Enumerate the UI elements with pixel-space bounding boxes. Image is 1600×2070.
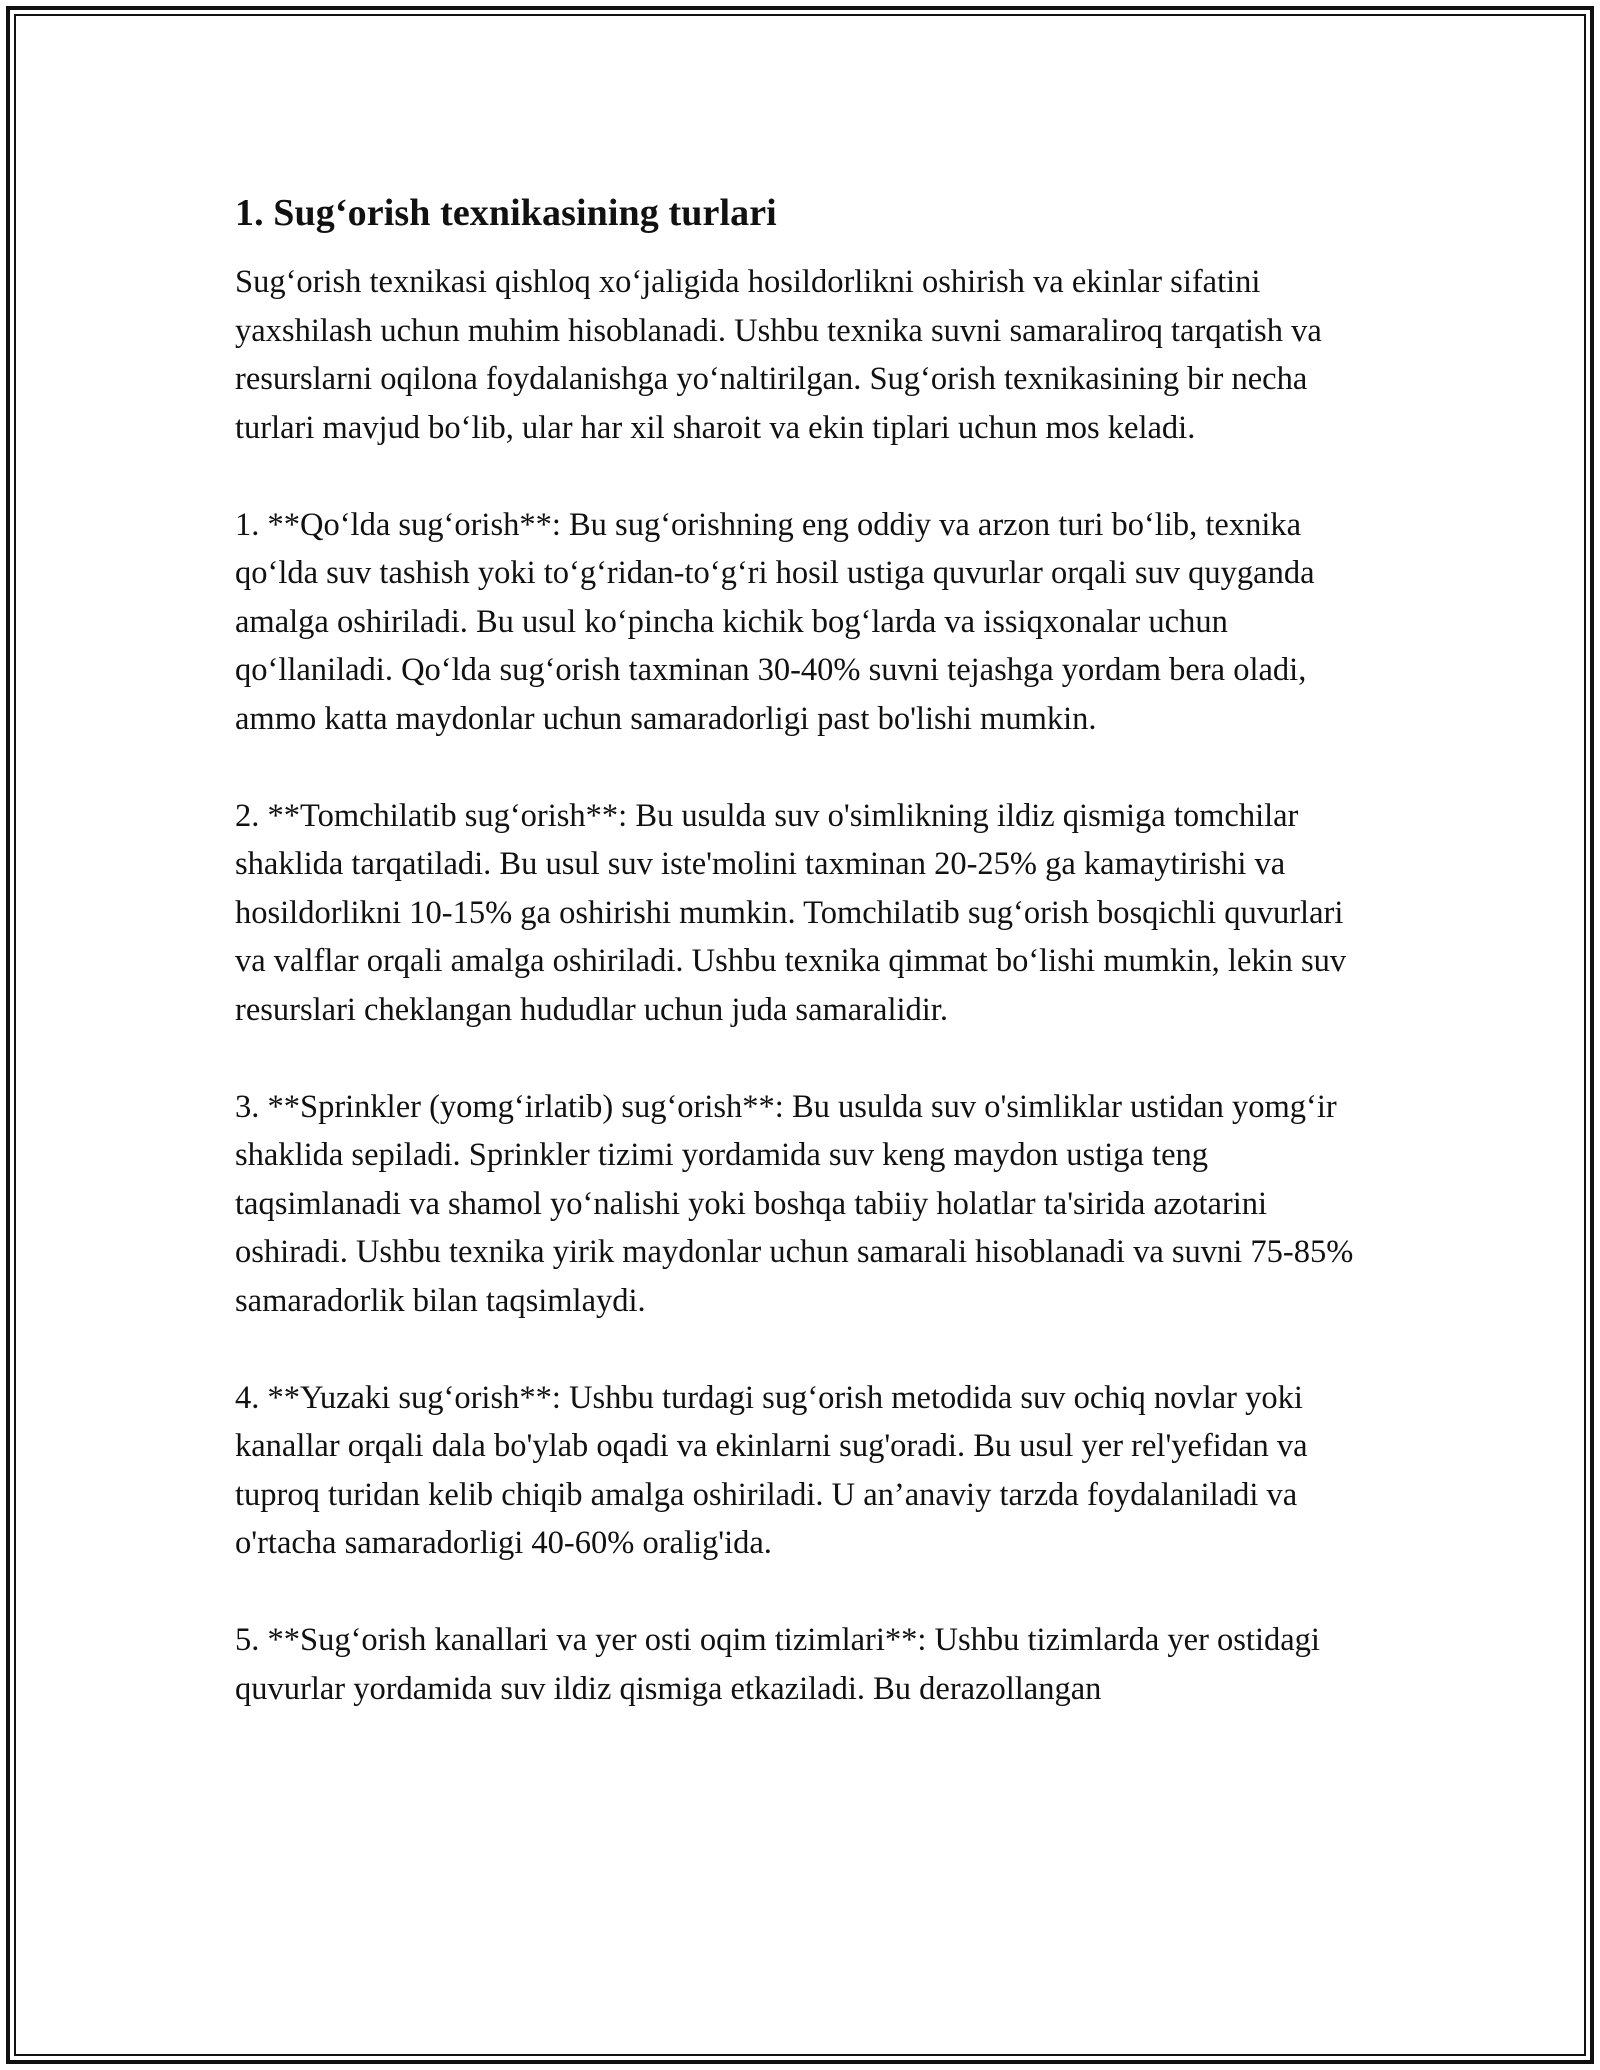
section-title: 1. Sug‘orish texnikasining turlari	[235, 192, 777, 234]
list-item-drip-irrigation: 2. **Tomchilatib sug‘orish**: Bu usulda suv o'simlikning ildiz qismiga tomchilar shaklida tarqatiladi. Bu usul suv iste'molini taxminan 20-25% ga kamaytirishi va hosildorlikni 10-15% ga oshirishi mumkin. Tomchilatib sug‘orish bosqichli quvurlari va valflar orqali amalga oshiriladi. Ushbu texnika qimmat bo‘lishi mumkin, lekin suv resurslari cheklangan hududlar uchun juda samaralidir.	[235, 797, 1347, 1028]
document-body	[235, 188, 1375, 1713]
list-item-canal-subsurface-irrigation: 5. **Sug‘orish kanallari va yer osti oqim tizimlari**: Ushbu tizimlarda yer ostidagi quvurlar yordamida suv ildiz qismiga etkaziladi. Bu derazollangan	[235, 1622, 1320, 1707]
list-item-sprinkler-irrigation: 3. **Sprinkler (yomg‘irlatib) sug‘orish**: Bu usulda suv o'simliklar ustidan yomg‘ir shaklida sepiladi. Sprinkler tizimi yordamida suv keng maydon ustiga teng taqsimlanadi va shamol yo‘nalishi yoki boshqa tabiiy holatlar ta'sirida azotarini oshiradi. Ushbu texnika yirik maydonlar uchun samarali hisoblanadi va suvni 75-85% samaradorlik bilan taqsimlaydi.	[235, 1088, 1354, 1319]
list-item-surface-irrigation: 4. **Yuzaki sug‘orish**: Ushbu turdagi sug‘orish metodida suv ochiq novlar yoki kanallar orqali dala bo'ylab oqadi va ekinlarni sug'oradi. Bu usul yer rel'yefidan va tuproq turidan kelib chiqib amalga oshiriladi. U an’anaviy tarzda foydalaniladi va o'rtacha samaradorligi 40-60% oralig'ida.	[235, 1379, 1308, 1561]
list-item-manual-irrigation: 1. **Qo‘lda sug‘orish**: Bu sug‘orishning eng oddiy va arzon turi bo‘lib, texnika qo‘lda suv tashish yoki to‘g‘ridan-to‘g‘ri hosil ustiga quvurlar orqali suv quyganda amalga oshiriladi. Bu usul ko‘pincha kichik bog‘larda va issiqxonalar uchun qo‘llaniladi. Qo‘lda sug‘orish taxminan 30-40% suvni tejashga yordam bera oladi, ammo katta maydonlar uchun samaradorligi past bo'lishi mumkin.	[235, 506, 1315, 737]
intro-paragraph: Sug‘orish texnikasi qishloq xo‘jaligida hosildorlikni oshirish va ekinlar sifatini yaxshilash uchun muhim hisoblanadi. Ushbu texnika suvni samaraliroq tarqatish va resurslarni oqilona foydalanishga yo‘naltirilgan. Sug‘orish texnikasining bir necha turlari mavjud bo‘lib, ular har xil sharoit va ekin tiplari uchun mos keladi.	[235, 264, 1322, 446]
